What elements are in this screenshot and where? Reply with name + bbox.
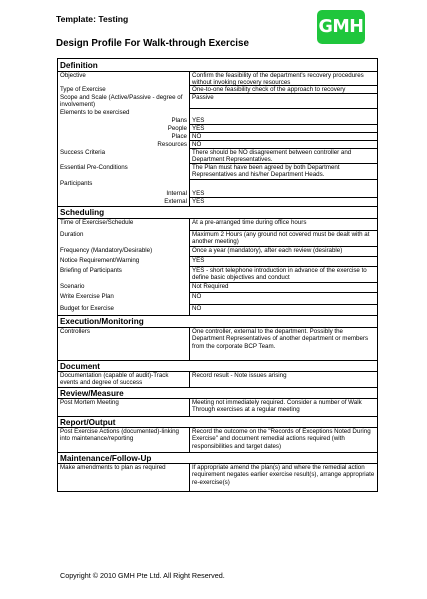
field-label: Budget for Exercise: [58, 305, 190, 316]
form-row: [58, 283, 378, 293]
form-row: [58, 464, 378, 492]
sub-field-label: Resources: [58, 141, 190, 149]
sub-field-label: Place: [58, 133, 190, 141]
field-value: Not Required: [190, 283, 378, 293]
form-row: [58, 72, 378, 86]
form-row: [58, 428, 378, 453]
section-header: Scheduling: [58, 207, 378, 219]
form-row: [58, 117, 378, 125]
field-label: Success Criteria: [58, 149, 190, 164]
gmh-logo: GMH: [317, 10, 365, 44]
form-row: [58, 328, 378, 361]
field-value: Record the outcome on the "Records of Exceptions Noted During Exercise" and document remedial actions required (with responsibilities and target dates): [190, 428, 378, 453]
form-row: [58, 219, 378, 231]
field-value: Record result - Note issues arising: [190, 372, 378, 388]
profile-form-table: [57, 58, 378, 492]
form-row: [58, 125, 378, 133]
form-row: [58, 190, 378, 198]
field-value: One-to-one feasibility check of the approach to recovery: [190, 86, 378, 94]
page-title: Design Profile For Walk-through Exercise: [56, 38, 249, 49]
form-row: [58, 247, 378, 257]
section-header: Review/Measure: [58, 388, 378, 399]
field-label: Elements to be exercised: [58, 109, 190, 117]
field-value: Maximum 2 Hours (any ground not covered must be dealt with at another meeting): [190, 231, 378, 247]
field-label: Post Mortem Meeting: [58, 399, 190, 417]
form-row: [58, 149, 378, 164]
field-label: Briefing of Participants: [58, 267, 190, 283]
section-header: Document: [58, 361, 378, 372]
field-label: Frequency (Mandatory/Desirable): [58, 247, 190, 257]
section-header: Report/Output: [58, 417, 378, 428]
field-label: Make amendments to plan as required: [58, 464, 190, 492]
field-value: Confirm the feasibility of the department's recovery procedures without invoking recovery resources: [190, 72, 378, 86]
field-value: YES: [190, 117, 378, 125]
field-value: At a pre-arranged time during office hours: [190, 219, 378, 231]
field-label: Notice Requirement/Warning: [58, 257, 190, 267]
sub-field-label: Internal: [58, 190, 190, 198]
field-value: [190, 109, 378, 117]
form-row: [58, 109, 378, 117]
field-value: YES: [190, 125, 378, 133]
field-label: Write Exercise Plan: [58, 293, 190, 305]
form-row: [58, 164, 378, 180]
field-label: Objective: [58, 72, 190, 86]
field-value: There should be NO disagreement between controller and Department Representatives.: [190, 149, 378, 164]
form-row: [58, 231, 378, 247]
form-row: [58, 133, 378, 141]
field-value: [190, 180, 378, 190]
template-label: Template: Testing: [56, 14, 129, 24]
field-label: Controllers: [58, 328, 190, 361]
sub-field-label: People: [58, 125, 190, 133]
form-row: [58, 94, 378, 109]
section-header: Definition: [58, 59, 378, 72]
field-value: YES: [190, 257, 378, 267]
field-value: Once a year (mandatory), after each review (desirable): [190, 247, 378, 257]
form-row: [58, 198, 378, 207]
field-label: Time of Exercise/Schedule: [58, 219, 190, 231]
form-row: [58, 180, 378, 190]
form-row: [58, 267, 378, 283]
sub-field-label: Plans: [58, 117, 190, 125]
field-value: NO: [190, 141, 378, 149]
field-label: Scenario: [58, 283, 190, 293]
field-value: One controller, external to the department. Possibly the Department Representatives of another department or members from the corporate BCP Team.: [190, 328, 378, 361]
form-row: [58, 86, 378, 94]
form-row: [58, 141, 378, 149]
field-value: YES: [190, 198, 378, 207]
field-value: NO: [190, 133, 378, 141]
field-label: Post Exercise Actions (documented)-linking into maintenance/reporting: [58, 428, 190, 453]
section-header: Maintenance/Follow-Up: [58, 453, 378, 464]
field-label: Participants: [58, 180, 190, 190]
form-row: [58, 305, 378, 316]
field-value: YES - short telephone introduction in advance of the exercise to define basic objectives and conduct: [190, 267, 378, 283]
form-row: [58, 257, 378, 267]
copyright-footer: Copyright © 2010 GMH Pte Ltd. All Right Reserved.: [60, 571, 225, 580]
field-label: Documentation (capable of audit)-Track events and degree of success: [58, 372, 190, 388]
sub-field-label: External: [58, 198, 190, 207]
form-row: [58, 399, 378, 417]
field-label: Type of Exercise: [58, 86, 190, 94]
field-value: YES: [190, 190, 378, 198]
form-row: [58, 372, 378, 388]
field-value: If appropriate amend the plan(s) and where the remedial action requirement negates earlier exercise result(s), arrange appropriate re-exercise(s): [190, 464, 378, 492]
field-value: Passive: [190, 94, 378, 109]
field-value: The Plan must have been agreed by both Department Representatives and his/her Department Heads.: [190, 164, 378, 180]
field-label: Essential Pre-Conditions: [58, 164, 190, 180]
field-value: NO: [190, 293, 378, 305]
field-label: Duration: [58, 231, 190, 247]
section-header: Execution/Monitoring: [58, 316, 378, 328]
field-value: Meeting not immediately required. Consider a number of Walk Through exercises at a regular meeting: [190, 399, 378, 417]
field-value: NO: [190, 305, 378, 316]
form-row: [58, 293, 378, 305]
field-label: Scope and Scale (Active/Passive - degree of involvement): [58, 94, 190, 109]
